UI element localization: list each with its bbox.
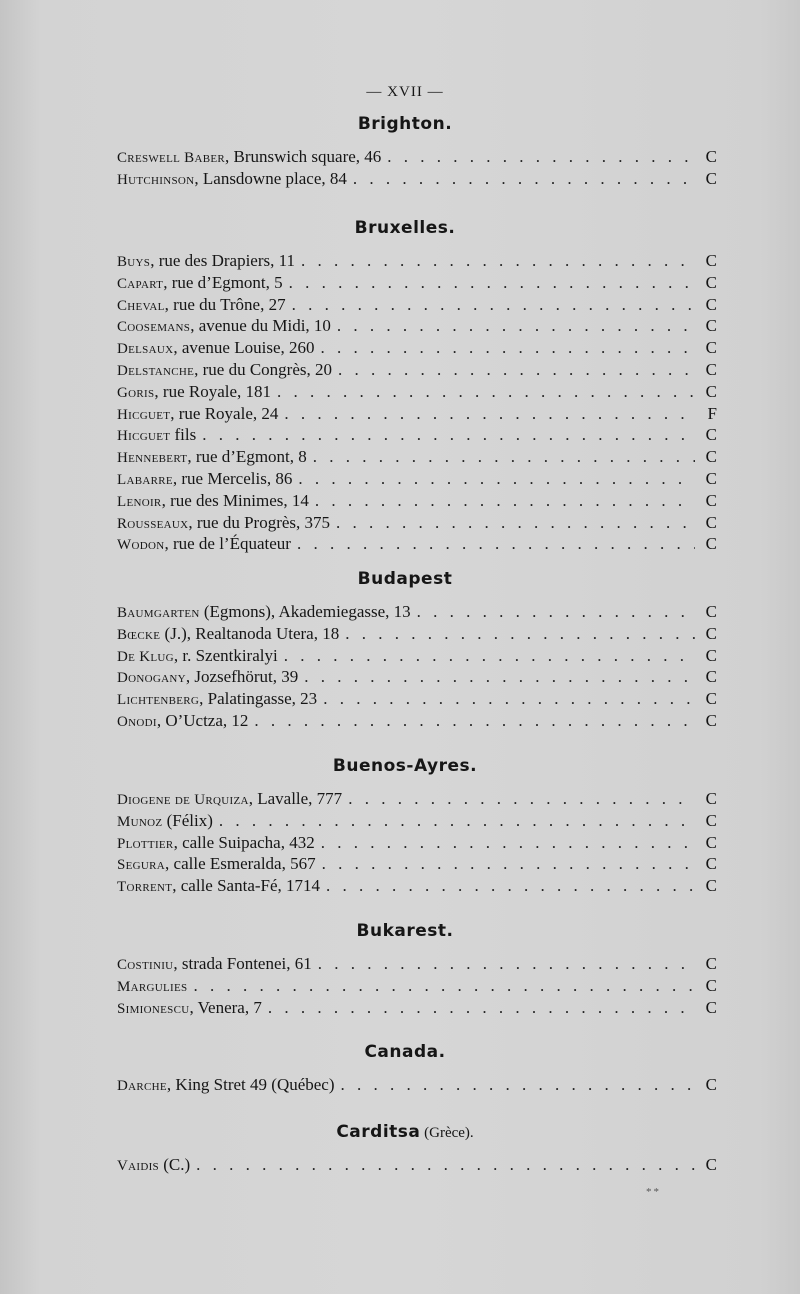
entry-row: [117, 512, 717, 534]
entry-text: [117, 623, 339, 647]
entry-text: [117, 359, 332, 383]
entry-row: [117, 315, 717, 337]
entry-name: Goris: [117, 384, 155, 401]
section-title: Brighton.: [357, 114, 453, 134]
dot-leader: [268, 997, 695, 1019]
entry-text: [117, 645, 278, 669]
entry-address: , Venera, 7: [189, 997, 262, 1017]
entry-name: Plottier: [117, 835, 174, 852]
entry-text: [117, 446, 307, 470]
entry-address: , strada Fontenei, 61: [173, 954, 312, 973]
entry-list: [0, 250, 800, 555]
entry-address: (Félix): [162, 810, 213, 830]
entry-address: , rue de l’Équateur: [164, 534, 291, 554]
entry-text: [117, 1074, 335, 1098]
entry-name: Hennebert: [117, 450, 188, 467]
entry-list: [0, 146, 800, 190]
entry-code: C: [705, 975, 717, 995]
entry-text: [117, 272, 283, 296]
section-title: Bukarest.: [356, 921, 454, 941]
entry-code: C: [705, 381, 717, 401]
section-title: [10, 1120, 800, 1144]
entry-text: [117, 146, 381, 170]
dot-leader: [219, 810, 695, 832]
entry-code: C: [705, 876, 717, 896]
entry-row: [117, 337, 717, 359]
entry-text: [117, 490, 309, 514]
entry-code: C: [705, 1155, 717, 1174]
entry-row: [117, 1154, 717, 1176]
entry-row: [117, 875, 717, 897]
entry-row: [117, 953, 717, 975]
entry-text: [117, 810, 213, 834]
entry-address: , avenue Louise, 260: [173, 338, 315, 358]
entry-row: [117, 832, 717, 854]
section-carditsa: [0, 1120, 800, 1176]
entry-row: [117, 146, 717, 168]
section-bruxelles: [0, 216, 800, 555]
entry-name: Labarre: [117, 471, 173, 488]
entry-address: , rue du Progrès, 375: [188, 512, 331, 532]
section-title-text: Carditsa: [336, 1122, 421, 1142]
dot-leader: [326, 875, 695, 897]
entry-text: [117, 953, 312, 977]
entry-code: C: [705, 534, 717, 554]
entry-code: C: [705, 832, 717, 852]
entry-name: Delsaux: [117, 341, 174, 358]
entry-address: fils: [170, 425, 197, 445]
entry-code: C: [705, 251, 717, 270]
entry-code: C: [705, 147, 717, 166]
entry-row: [117, 272, 717, 294]
entry-name: Vaidis: [117, 1158, 159, 1174]
entry-name: Delstanche: [117, 362, 195, 379]
entry-address: , rue d’Egmont, 5: [163, 272, 283, 292]
entry-text: [117, 710, 248, 734]
entry-text: [117, 468, 292, 492]
entry-code: C: [705, 854, 717, 874]
dot-leader: [323, 688, 695, 710]
entry-name: Bœcke: [117, 626, 161, 643]
entry-row: [117, 645, 717, 667]
entry-row: [117, 446, 717, 468]
dot-leader: [298, 468, 695, 490]
entry-code: C: [705, 789, 717, 808]
entry-list: [0, 953, 800, 1018]
entry-address: , O’Uctza, 12: [156, 710, 249, 730]
entry-address: , Lavalle, 777: [248, 789, 343, 808]
entry-address: , rue Royale, 24: [170, 403, 279, 423]
entry-row: [117, 623, 717, 645]
section-title: Canada.: [364, 1042, 446, 1062]
entry-row: [117, 359, 717, 381]
entry-code: C: [705, 710, 717, 730]
section-title: Bruxelles.: [354, 218, 456, 238]
entry-name: Hutchinson: [117, 171, 195, 188]
entry-name: Wodon: [117, 537, 165, 554]
entry-row: [117, 710, 717, 732]
entry-name: Torrent: [117, 879, 173, 896]
entry-list: [0, 1154, 800, 1176]
entry-text: [117, 875, 320, 899]
dot-leader: [321, 832, 695, 854]
footer-mark: **: [646, 1186, 661, 1198]
entry-list: [0, 601, 800, 732]
dot-leader: [387, 146, 695, 168]
dot-leader: [202, 424, 695, 446]
entry-address: , r. Szentkiralyi: [173, 645, 278, 665]
entry-text: [117, 533, 291, 557]
entry-code: C: [705, 954, 717, 973]
entry-row: [117, 424, 717, 446]
entry-row: [117, 666, 717, 688]
entry-row: [117, 468, 717, 490]
entry-list: [0, 788, 800, 897]
entry-address: , calle Suipacha, 432: [173, 832, 315, 852]
entry-text: [117, 315, 331, 339]
entry-name: Hicguet: [117, 406, 171, 423]
entry-address: , calle Esmeralda, 567: [165, 854, 316, 874]
entry-row: [117, 294, 717, 316]
entry-text: [117, 168, 347, 192]
entry-address: (Egmons), Akademiegasse, 13: [199, 602, 411, 621]
entry-text: [117, 250, 295, 274]
dot-leader: [341, 1074, 695, 1096]
entry-code: C: [705, 425, 717, 445]
page-number-header: — XVII —: [366, 84, 444, 100]
entry-address: , rue des Minimes, 14: [161, 490, 309, 510]
entry-name: Capart: [117, 275, 164, 292]
entry-code: C: [705, 338, 717, 358]
entry-name: Buys: [117, 254, 151, 270]
entry-row: [117, 403, 717, 425]
entry-text: [117, 788, 342, 812]
entry-row: [117, 788, 717, 810]
entry-row: [117, 533, 717, 555]
entry-code: C: [705, 997, 717, 1017]
entry-code: C: [705, 810, 717, 830]
entry-name: Costiniu: [117, 957, 174, 973]
entry-row: [117, 381, 717, 403]
entry-row: [117, 853, 717, 875]
entry-code: C: [705, 490, 717, 510]
entry-address: , Brunswich square, 46: [225, 147, 382, 166]
entry-code: C: [705, 689, 717, 709]
entry-text: [117, 294, 286, 318]
dot-leader: [417, 601, 695, 623]
dot-leader: [338, 359, 695, 381]
entry-name: Creswell Baber: [117, 150, 226, 166]
dot-leader: [196, 1154, 695, 1176]
entry-text: [117, 1154, 190, 1178]
entry-row: [117, 688, 717, 710]
entry-name: Rousseaux: [117, 515, 189, 532]
dot-leader: [320, 337, 695, 359]
entry-address: , Lansdowne place, 84: [194, 168, 347, 188]
entry-name: Lenoir: [117, 493, 162, 510]
entry-list: [0, 1074, 800, 1096]
entry-text: [117, 975, 187, 999]
entry-row: [117, 997, 717, 1019]
entry-row: [117, 490, 717, 512]
entry-code: C: [705, 602, 717, 621]
dot-leader: [289, 272, 695, 294]
entry-text: [117, 512, 330, 536]
entry-code: C: [705, 168, 717, 188]
entry-name: Diogene de Urquiza: [117, 792, 249, 808]
entry-code: C: [705, 294, 717, 314]
entry-text: [117, 853, 316, 877]
section-title: Budapest: [357, 569, 453, 589]
entry-text: [117, 832, 315, 856]
entry-name: Munoz: [117, 813, 163, 830]
entry-row: [117, 601, 717, 623]
entry-name: Margulies: [117, 978, 188, 995]
entry-address: , rue du Congrès, 20: [194, 359, 332, 379]
entry-address: , rue Royale, 181: [154, 381, 272, 401]
entry-text: [117, 666, 298, 690]
entry-row: [117, 1074, 717, 1096]
entry-row: [117, 975, 717, 997]
entry-code: C: [705, 667, 717, 687]
entry-address: , rue d’Egmont, 8: [187, 447, 307, 467]
entry-name: Baumgarten: [117, 605, 200, 621]
dot-leader: [304, 666, 695, 688]
entry-name: Darche: [117, 1078, 167, 1094]
entry-address: , rue Mercelis, 86: [172, 468, 293, 488]
dot-leader: [277, 381, 695, 403]
entry-address: , King Stret 49 (Québec): [166, 1075, 335, 1094]
section-bukarest: [0, 919, 800, 1018]
section-brighton: [0, 112, 800, 190]
section-canada: [0, 1040, 800, 1096]
section-title-suffix: (Grèce).: [420, 1125, 474, 1141]
entry-text: [117, 601, 411, 625]
section-buenos-ayres: [0, 754, 800, 897]
entry-text: [117, 403, 278, 427]
entry-code: F: [707, 403, 717, 423]
entry-address: (C.): [158, 1155, 191, 1174]
dot-leader: [284, 403, 695, 425]
dot-leader: [301, 250, 695, 272]
entry-code: C: [705, 645, 717, 665]
entry-code: C: [705, 512, 717, 532]
entry-name: Segura: [117, 857, 166, 874]
entry-name: Coosemans: [117, 319, 191, 336]
entry-code: C: [705, 316, 717, 336]
entry-code: C: [705, 447, 717, 467]
entry-code: C: [705, 468, 717, 488]
entry-code: C: [705, 1075, 717, 1094]
dot-leader: [345, 623, 695, 645]
entry-name: Onodi: [117, 713, 157, 730]
entry-address: (J.), Realtanoda Utera, 18: [160, 623, 340, 643]
entry-name: Hicguet: [117, 428, 171, 445]
entry-name: Donogany: [117, 670, 186, 687]
entry-address: , Jozsefhörut, 39: [185, 667, 299, 687]
entry-row: [117, 250, 717, 272]
entry-name: Lichtenberg: [117, 692, 200, 709]
dot-leader: [336, 512, 695, 534]
entry-text: [117, 337, 314, 361]
dot-leader: [193, 975, 695, 997]
dot-leader: [318, 953, 695, 975]
dot-leader: [322, 853, 695, 875]
entry-code: C: [705, 359, 717, 379]
dot-leader: [315, 490, 695, 512]
dot-leader: [297, 533, 695, 555]
entry-address: , Palatingasse, 23: [199, 689, 318, 709]
entry-address: , rue des Drapiers, 11: [150, 251, 295, 270]
entry-text: [117, 997, 262, 1021]
dot-leader: [254, 710, 695, 732]
section-title: Buenos-Ayres.: [332, 756, 478, 776]
dot-leader: [292, 294, 695, 316]
entry-name: Cheval: [117, 297, 165, 314]
section-budapest: [0, 567, 800, 732]
entry-text: [117, 688, 317, 712]
dot-leader: [337, 315, 695, 337]
entry-row: [117, 810, 717, 832]
entry-address: , rue du Trône, 27: [164, 294, 286, 314]
dot-leader: [353, 168, 695, 190]
dot-leader: [348, 788, 695, 810]
entry-name: De Klug: [117, 648, 174, 665]
entry-code: C: [705, 623, 717, 643]
entry-address: , avenue du Midi, 10: [190, 316, 331, 336]
entry-text: [117, 381, 271, 405]
entry-address: , calle Santa-Fé, 1714: [172, 876, 321, 896]
entry-row: [117, 168, 717, 190]
dot-leader: [313, 446, 695, 468]
entry-name: Simionescu: [117, 1000, 190, 1017]
entry-code: C: [705, 272, 717, 292]
dot-leader: [284, 645, 695, 667]
entry-text: [117, 424, 196, 448]
